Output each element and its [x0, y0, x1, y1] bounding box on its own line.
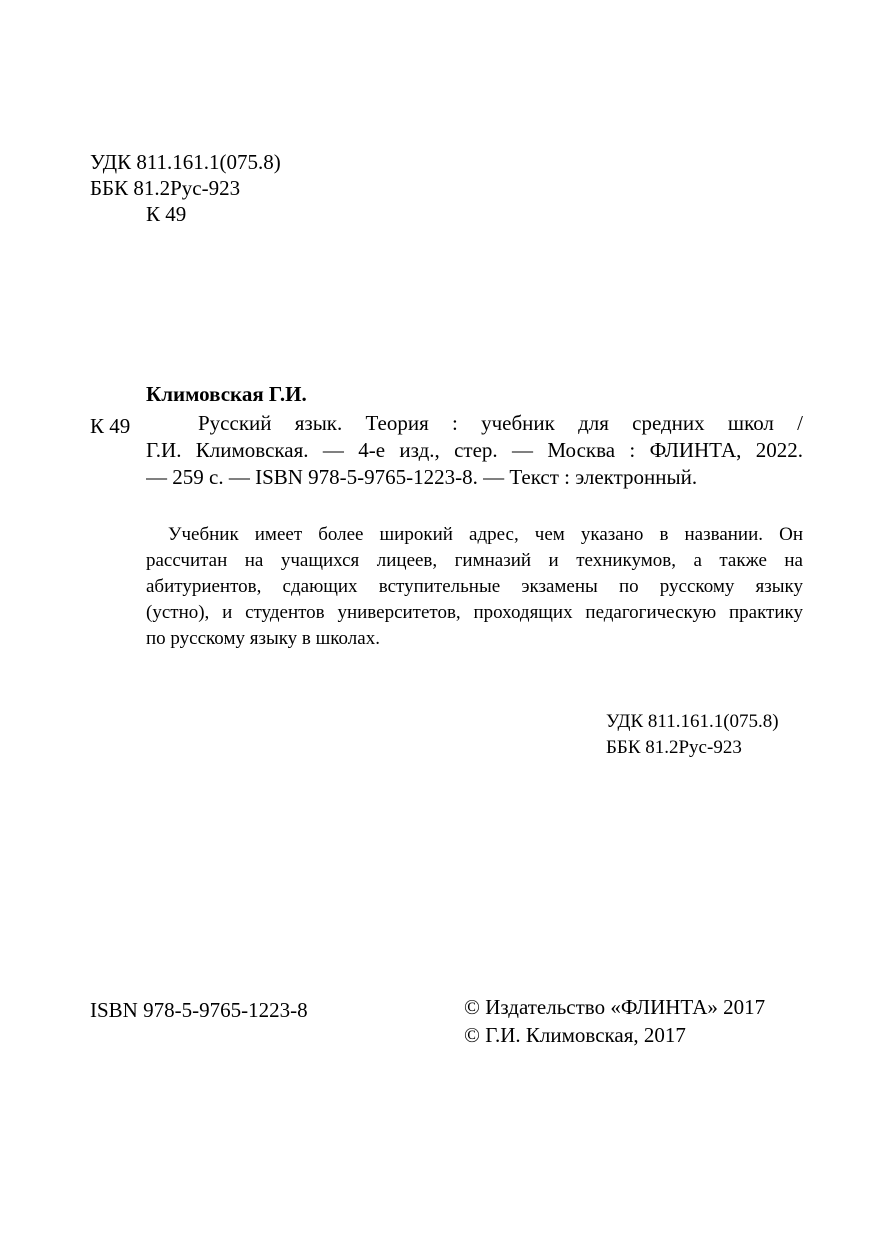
bibliographic-line: — 259 с. — ISBN 978-5-9765-1223-8. — Текст : электронный.: [146, 465, 698, 489]
author-heading: Климовская Г.И.: [146, 382, 307, 406]
isbn: ISBN 978-5-9765-1223-8: [90, 998, 308, 1022]
annotation-line: рассчитан на учащихся лицеев, гимназий и техникумов, а также на: [146, 550, 803, 571]
author-mark-top: К 49: [146, 202, 187, 226]
author-mark-entry: К 49: [90, 414, 131, 438]
annotation-line: (устно), и студентов университетов, проходящих педагогическую практику: [146, 602, 803, 623]
bbk-top: ББК 81.2Рус-923: [90, 176, 241, 200]
bibliographic-line: Г.И. Климовская. — 4-е изд., стер. — Москва : ФЛИНТА, 2022.: [146, 438, 803, 462]
annotation-line: по русскому языку в школах.: [146, 628, 380, 649]
annotation: [146, 522, 803, 652]
bbk-bottom: ББК 81.2Рус-923: [606, 737, 742, 758]
bibliographic-description: [146, 410, 803, 491]
udk-top: УДК 811.161.1(075.8): [90, 150, 281, 174]
copyright-publisher: © Издательство «ФЛИНТА» 2017: [464, 995, 766, 1019]
udk-bottom: УДК 811.161.1(075.8): [606, 711, 779, 732]
annotation-line: абитуриентов, сдающих вступительные экзамены по русскому языку: [146, 576, 803, 597]
copyright-author: © Г.И. Климовская, 2017: [464, 1023, 686, 1047]
annotation-line: Учебник имеет более широкий адрес, чем указано в названии. Он: [168, 524, 803, 545]
bibliographic-line: Русский язык. Теория : учебник для средних школ /: [198, 411, 803, 435]
